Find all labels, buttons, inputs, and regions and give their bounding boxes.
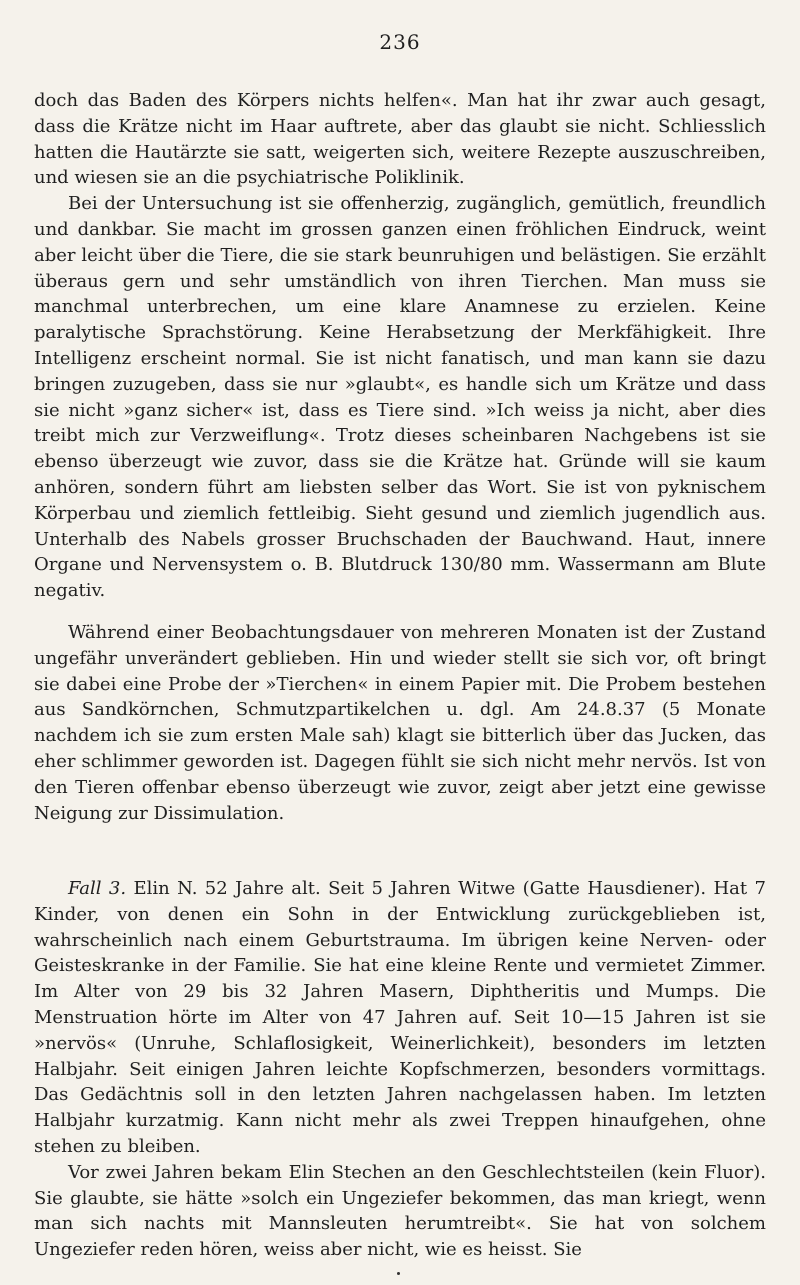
- paragraph-4-text: Elin N. 52 Jahre alt. Seit 5 Jahren Witwe (Gatte Hausdiener). Hat 7 Kinder, von denen ein Sohn in der Entwicklung zurückgeblieben ist, wahrscheinlich nach einem Geburtstrauma. Im übrigen keine Nerven- oder Geisteskranke in der Familie. Sie hat eine kleine Rente und vermietet Zimmer. Im Alter von 29 bis 32 Jahren Masern, Diphtheritis und Mumps. Die Menstruation hörte im Alter von 47 Jahren auf. Seit 10—15 Jahren ist sie »nervös« (Unruhe, Schlaflosigkeit, Weinerlichkeit), besonders im letzten Halbjahr. Seit einigen Jahren leichte Kopfschmerzen, besonders vormittags. Das Gedächtnis soll in den letzten Jahren nachgelassen haben. Im letzten Halbjahr kurzatmig. Kann nicht mehr als zwei Treppen hinaufgehen, ohne stehen zu bleiben.: [34, 878, 766, 1157]
- paragraph-3: Während einer Beobachtungsdauer von mehreren Monaten ist der Zustand ungefähr unverändert geblieben. Hin und wieder stellt sie sich vor, oft bringt sie dabei eine Probe der »Tierchen« in einem Papier mit. Die Probem bestehen aus Sandkörnchen, Schmutzpartikelchen u. dgl. Am 24.8.37 (5 Monate nachdem ich sie zum ersten Male sah) klagt sie bitterlich über das Jucken, das eher schlimmer geworden ist. Dagegen fühlt sie sich nicht mehr nervös. Ist von den Tieren offenbar ebenso überzeugt wie zuvor, zeigt aber jetzt eine gewisse Neigung zur Dissimulation.: [34, 622, 766, 824]
- page-number: 236: [379, 30, 421, 54]
- text-block-observation: [34, 620, 766, 826]
- text-block-continuation: [34, 88, 766, 604]
- paragraph-5: Vor zwei Jahren bekam Elin Stechen an den Geschlechtsteilen (kein Fluor). Sie glaubte, sie hätte »solch ein Ungeziefer bekommen, das man kriegt, wenn man sich nachts mit Mannsleuten herumtreibt«. Sie hat von solchem Ungeziefer reden hören, weiss aber nicht, wie es heisst. Sie: [34, 1161, 766, 1261]
- text-block-case-3: [34, 876, 766, 1263]
- case-label: Fall 3.: [68, 878, 127, 899]
- paragraph-1: doch das Baden des Körpers nichts helfen«. Man hat ihr zwar auch gesagt, dass die Krätze nicht im Haar auftrete, aber das glaubt sie nicht. Schliesslich hatten die Hautärzte sie satt, weigerten sich, weitere Rezepte auszuschreiben, und wiesen sie an die psychiatrische Poliklinik.: [34, 90, 766, 189]
- paragraph-4: [34, 876, 766, 1160]
- paragraph-2: Bei der Untersuchung ist sie offenherzig, zugänglich, gemütlich, freundlich und dankbar. Sie macht im grossen ganzen einen fröhlichen Eindruck, weint aber leicht über die Tiere, die sie stark beunruhigen und belästigen. Sie erzählt überaus gern und sehr umständlich von ihren Tierchen. Man muss sie manchmal unterbrechen, um eine klare Anamnese zu erzielen. Keine paralytische Sprachstörung. Keine Herabsetzung der Merkfähigkeit. Ihre Intelligenz erscheint normal. Sie ist nicht fanatisch, und man kann sie dazu bringen zuzugeben, dass sie nur »glaubt«, es handle sich um Krätze und dass sie nicht »ganz sicher« ist, dass es Tiere sind. »Ich weiss ja nicht, aber dies treibt mich zur Verzweiflung«. Trotz dieses scheinbaren Nachgebens ist sie ebenso überzeugt wie zuvor, dass sie die Krätze hat. Gründe will sie kaum anhören, sondern führt am liebsten selber das Wort. Sie ist von pyknischem Körperbau und ziemlich fettleibig. Sieht gesund und ziemlich jugendlich aus. Unterhalb des Nabels grosser Bruchschaden der Bauchwand. Haut, innere Organe und Nervensystem o. B. Blutdruck 130/80 mm. Wassermann am Blute negativ.: [34, 193, 766, 602]
- page-mark: [397, 1272, 400, 1275]
